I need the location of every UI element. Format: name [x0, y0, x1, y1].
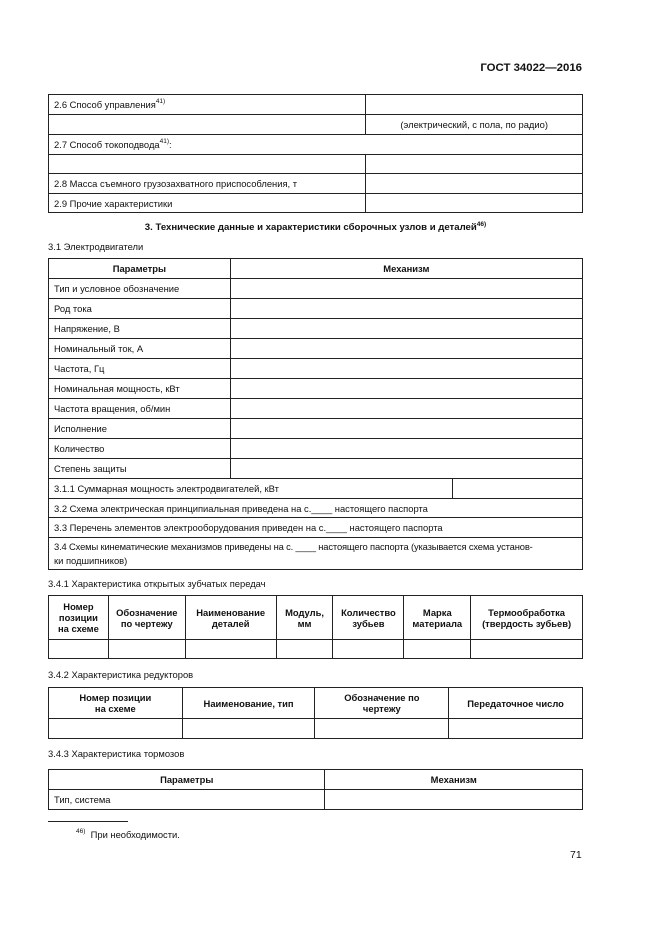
text-line: 3.4 Схемы кинематические механизмов приведены на с. ____ настоящего паспорта (указывается схема установ-: [54, 540, 533, 552]
table-row: [49, 174, 583, 194]
hint-cell: (электрический, с пола, по радио): [366, 115, 583, 135]
table-row: [49, 115, 583, 135]
param-cell: Род тока: [49, 299, 231, 319]
table-row: [49, 379, 583, 399]
table-row: [49, 790, 583, 810]
standard-designation: ГОСТ 34022—2016: [480, 62, 582, 74]
param-cell: Номинальная мощность, кВт: [49, 379, 231, 399]
table-row: [49, 135, 583, 155]
empty-cell: [182, 719, 315, 739]
col-header: Обозначение по чертежу: [108, 596, 185, 640]
empty-cell: [333, 640, 404, 659]
col-header: Передаточное число: [449, 688, 583, 719]
col-header-params: Параметры: [49, 770, 325, 790]
subsection-3-1-heading: 3.1 Электродвигатели: [48, 241, 144, 252]
col-header-params: Параметры: [49, 259, 231, 279]
row-label: 2.9 Прочие характеристики: [49, 194, 366, 213]
value-cell: [366, 174, 583, 194]
value-cell: [230, 379, 582, 399]
table-header-row: [49, 259, 583, 279]
table-row: [49, 299, 583, 319]
param-cell: Номинальный ток, А: [49, 339, 231, 359]
table-row: [49, 194, 583, 213]
empty-cell: [276, 640, 333, 659]
value-cell: [453, 479, 583, 499]
empty-cell: [449, 719, 583, 739]
value-cell: [230, 279, 582, 299]
elements-list-reference: 3.3 Перечень элементов электрооборудования приведен на с.____ настоящего паспорта: [49, 518, 583, 538]
subsection-3-4-2-heading: 3.4.2 Характеристика редукторов: [48, 669, 194, 680]
col-header: Обозначение по чертежу: [315, 688, 449, 719]
reducers-table: [48, 687, 583, 739]
electric-motors-table: [48, 258, 583, 570]
row-label: [49, 155, 366, 174]
table-header-row: [49, 688, 583, 719]
value-cell: [230, 419, 582, 439]
open-gears-table: [48, 595, 583, 659]
table-row: [49, 719, 583, 739]
table-row: [49, 339, 583, 359]
col-header: Количество зубьев: [333, 596, 404, 640]
col-header: Термообработка (твердость зубьев): [471, 596, 583, 640]
table-header-row: [49, 770, 583, 790]
brakes-table: [48, 769, 583, 810]
value-cell: [325, 790, 583, 810]
footnote: $^{46)}$ При необходимости.: [76, 828, 180, 840]
value-cell: [230, 359, 582, 379]
text-line: ки подшипников): [54, 554, 128, 566]
kinematic-schemes-reference: [49, 538, 583, 570]
table-row: [49, 499, 583, 518]
subsection-3-4-1-heading: 3.4.1 Характеристика открытых зубчатых передач: [48, 578, 266, 589]
empty-cell: [185, 640, 276, 659]
param-cell: Тип, система: [49, 790, 325, 810]
value-cell: [366, 95, 583, 115]
col-header-mechanism: Механизм: [325, 770, 583, 790]
empty-cell: [49, 719, 183, 739]
empty-cell: [315, 719, 449, 739]
table-row: [49, 538, 583, 570]
col-header: Модуль, мм: [276, 596, 333, 640]
param-cell: Частота вращения, об/мин: [49, 399, 231, 419]
table-row: [49, 419, 583, 439]
col-header: Наименование деталей: [185, 596, 276, 640]
param-cell: Исполнение: [49, 419, 231, 439]
value-cell: [230, 459, 582, 479]
table-row: [49, 459, 583, 479]
value-cell: [230, 319, 582, 339]
table-row: [49, 439, 583, 459]
param-cell: Количество: [49, 439, 231, 459]
table-row: [49, 479, 583, 499]
value-cell: [230, 399, 582, 419]
table-row: [49, 518, 583, 538]
table-row: [49, 319, 583, 339]
value-cell: [230, 439, 582, 459]
row-label: 2.8 Масса съемного грузозахватного приспособления, т: [49, 174, 366, 194]
row-label: [49, 115, 366, 135]
table-row: [49, 95, 583, 115]
col-header-mechanism: Механизм: [230, 259, 582, 279]
section-3-title: 3. Технические данные и характеристики сборочных узлов и деталей$^{46)}$: [144, 221, 487, 233]
row-label: 2.6 Способ управления$^{41)}$: [49, 95, 366, 115]
footnote-separator: [48, 821, 128, 822]
value-cell: [230, 339, 582, 359]
page-number: 71: [570, 849, 582, 861]
param-cell: Напряжение, В: [49, 319, 231, 339]
empty-cell: [108, 640, 185, 659]
table-row: [49, 640, 583, 659]
col-header: Номер позиции на схеме: [49, 596, 109, 640]
empty-cell: [471, 640, 583, 659]
param-cell: Тип и условное обозначение: [49, 279, 231, 299]
value-cell: [366, 194, 583, 213]
row-label: 2.7 Способ токоподвода$^{41)}$:: [49, 135, 583, 155]
col-header: Номер позиции на схеме: [49, 688, 183, 719]
empty-cell: [49, 640, 109, 659]
total-power-label: 3.1.1 Суммарная мощность электродвигателей, кВт: [49, 479, 453, 499]
param-cell: Степень защиты: [49, 459, 231, 479]
table-row: [49, 399, 583, 419]
col-header: Марка материала: [404, 596, 471, 640]
table-row: [49, 155, 583, 174]
table-header-row: [49, 596, 583, 640]
general-data-table: [48, 94, 583, 213]
empty-cell: [404, 640, 471, 659]
col-header: Наименование, тип: [182, 688, 315, 719]
value-cell: [230, 299, 582, 319]
subsection-3-4-3-heading: 3.4.3 Характеристика тормозов: [48, 748, 185, 759]
param-cell: Частота, Гц: [49, 359, 231, 379]
table-row: [49, 279, 583, 299]
schematic-reference: 3.2 Схема электрическая принципиальная приведена на с.____ настоящего паспорта: [49, 499, 583, 518]
value-cell: [366, 155, 583, 174]
table-row: [49, 359, 583, 379]
